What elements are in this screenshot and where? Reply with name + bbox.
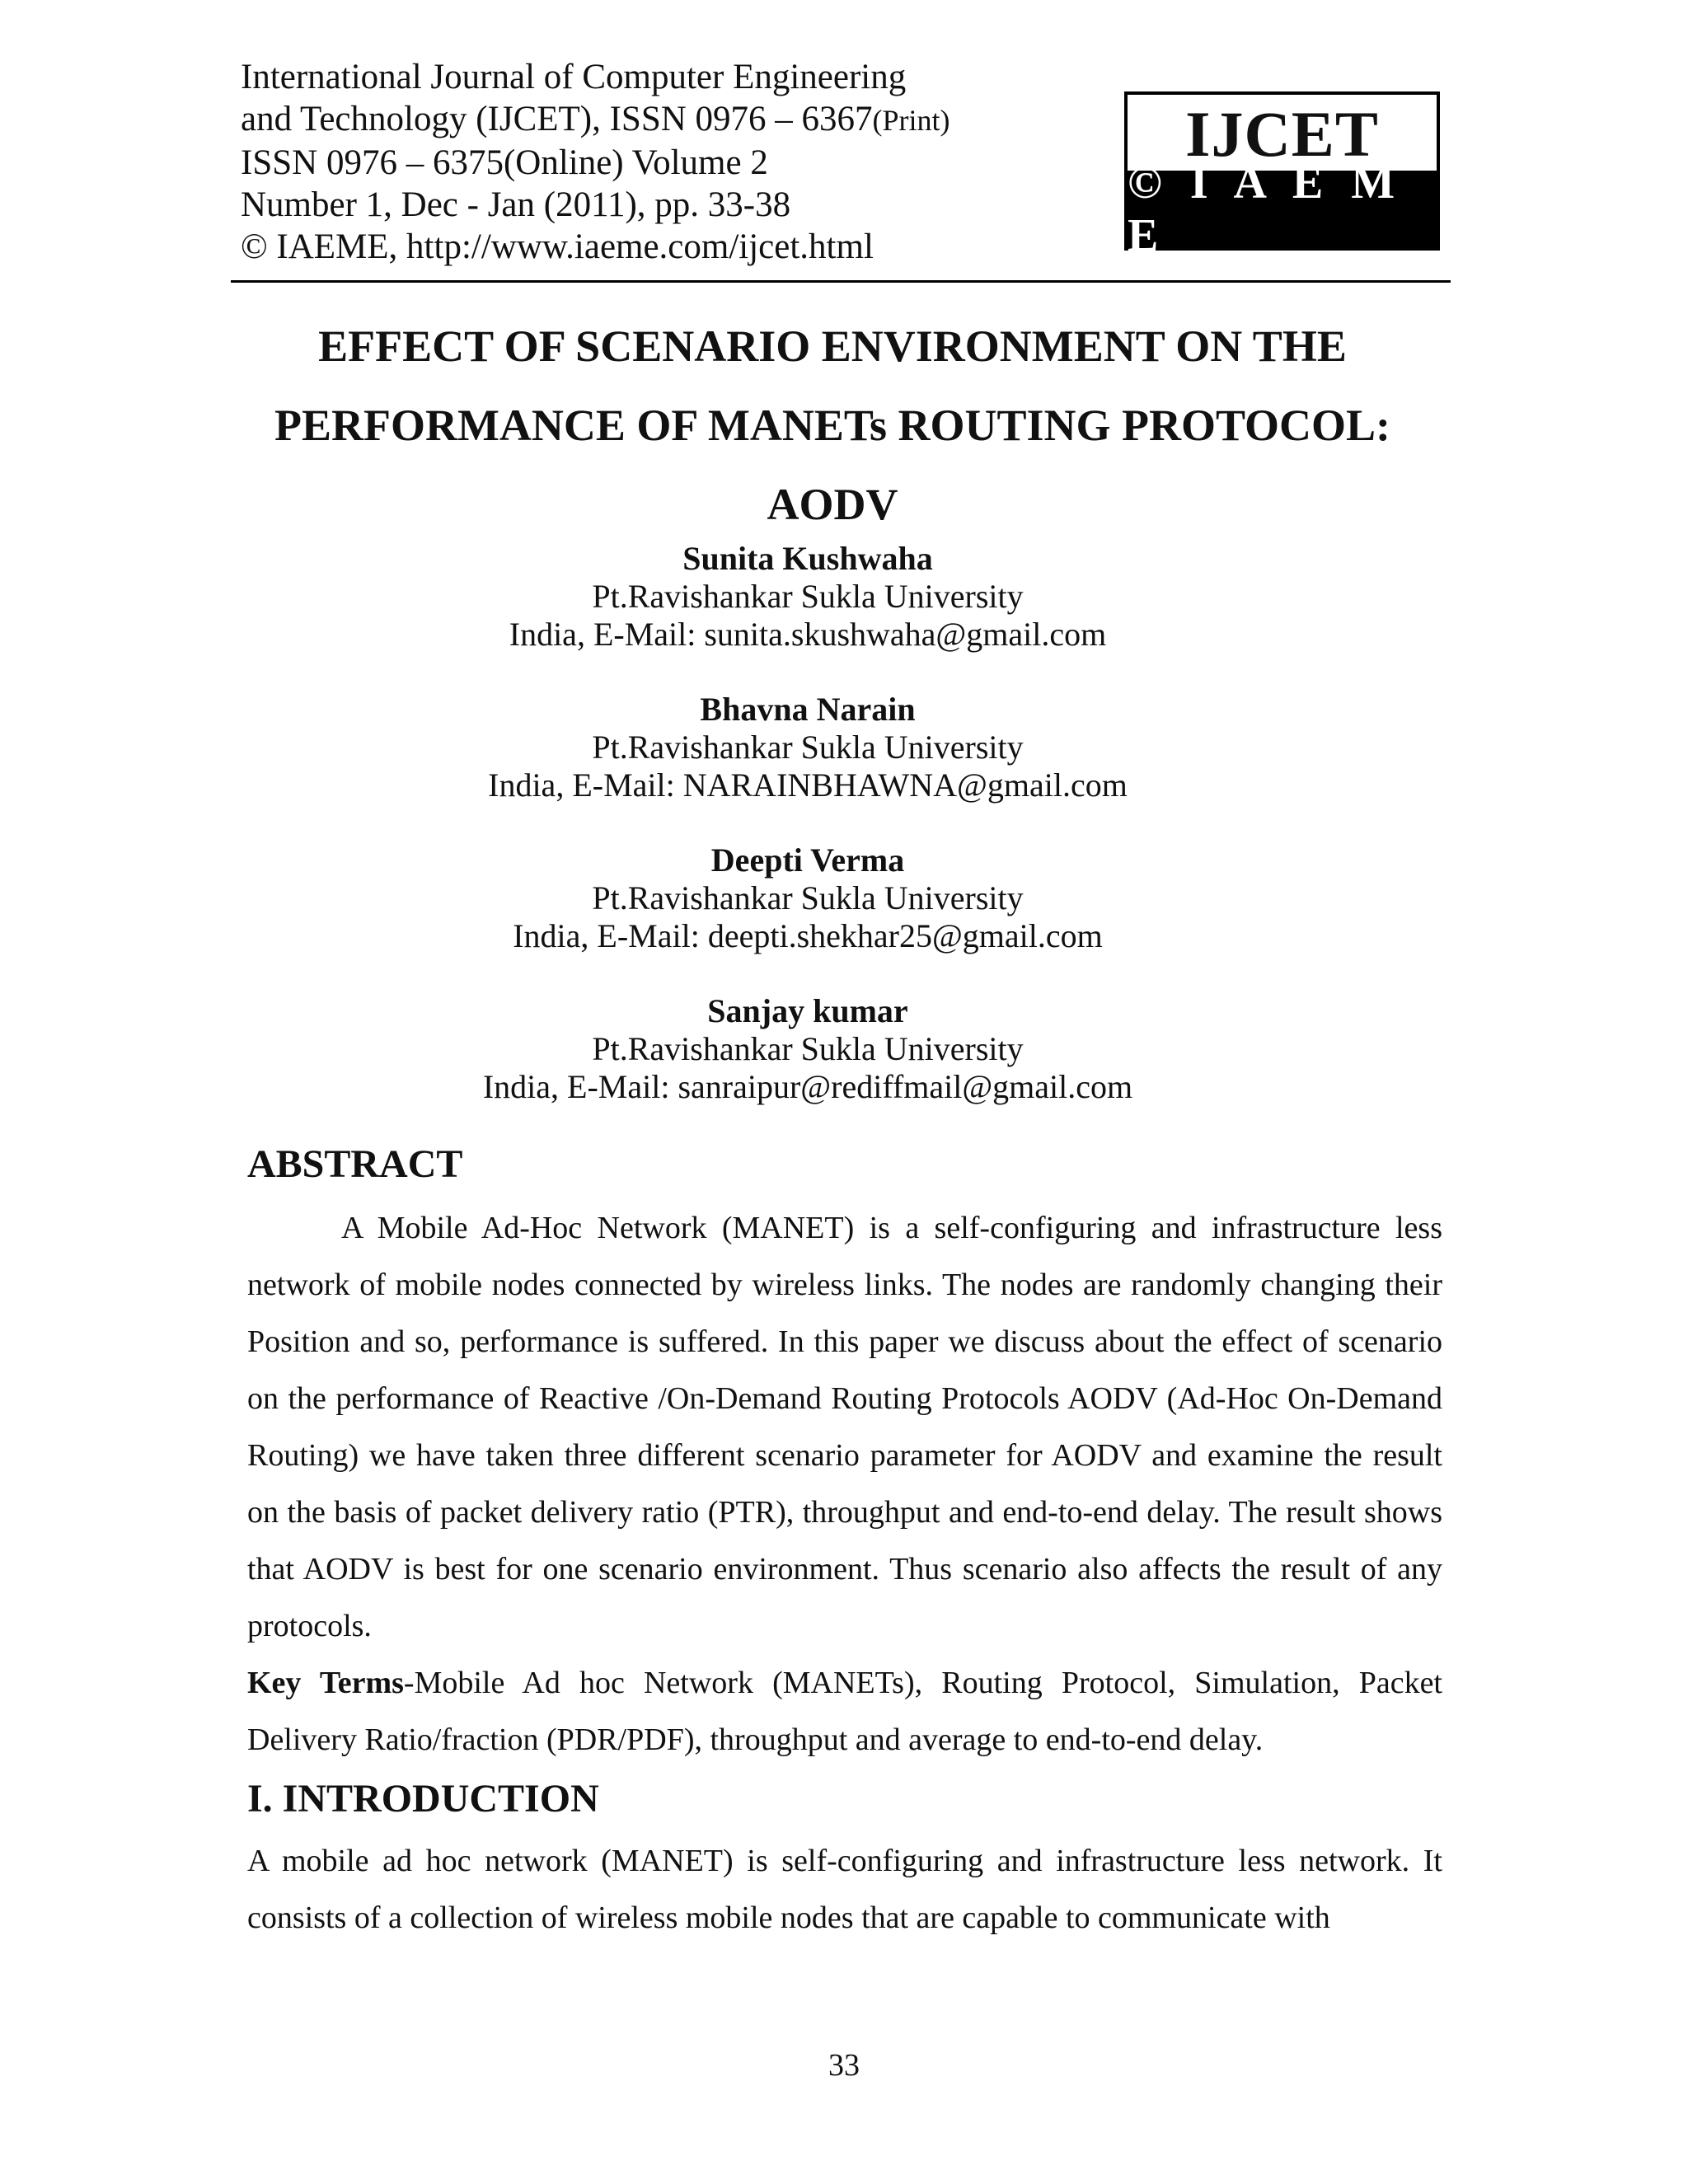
journal-line: [241, 98, 1065, 142]
journal-line: Number 1, Dec - Jan (2011), pp. 33-38: [241, 185, 791, 224]
author-name: Bhavna Narain: [700, 691, 916, 728]
logo-title: IJCET: [1185, 98, 1379, 170]
key-terms: [247, 1655, 1442, 1769]
author-contact: India, E-Mail: sunita.skushwaha@gmail.com: [509, 616, 1107, 653]
title-line: PERFORMANCE OF MANETs ROUTING PROTOCOL:: [274, 401, 1391, 450]
author-block: [330, 691, 1286, 804]
author-block: [330, 540, 1286, 654]
author-affiliation: Pt.Ravishankar Sukla University: [592, 578, 1024, 615]
author-affiliation: Pt.Ravishankar Sukla University: [592, 879, 1024, 916]
author-contact: India, E-Mail: deepti.shekhar25@gmail.com: [513, 917, 1103, 954]
paper-title: [190, 307, 1475, 544]
header-divider: [231, 280, 1451, 283]
author-affiliation: Pt.Ravishankar Sukla University: [592, 1030, 1024, 1067]
author-name: Deepti Verma: [710, 841, 905, 879]
journal-logo: [1124, 91, 1440, 261]
title-line: EFFECT OF SCENARIO ENVIRONMENT ON THE: [318, 321, 1347, 371]
abstract-text: A Mobile Ad-Hoc Network (MANET) is a self-configuring and infrastructure less network of mobile nodes connected by wireless links. The nodes are randomly changing their Position and so, performance is suffered. In this paper we discuss about the effect of scenario on the performance of Reactive /On-Demand Routing Protocols AODV (Ad-Hoc On-Demand Routing) we have taken three different scenario parameter for AODV and examine the result on the basis of packet delivery ratio (PTR), throughput and end-to-end delay. The result shows that AODV is best for one scenario environment. Thus scenario also affects the result of any protocols.: [247, 1211, 1442, 1643]
author-block: [330, 992, 1286, 1106]
journal-line: ISSN 0976 – 6375(Online) Volume 2: [241, 143, 768, 182]
journal-line: © IAEME, http://www.iaeme.com/ijcet.html: [241, 227, 874, 266]
title-line: AODV: [767, 480, 898, 529]
journal-line-print: (Print): [872, 104, 950, 137]
author-affiliation: Pt.Ravishankar Sukla University: [592, 729, 1024, 766]
logo-publisher: © I A E M E: [1128, 171, 1437, 247]
introduction-text: A mobile ad hoc network (MANET) is self-configuring and infrastructure less network. It consists of a collection of wireless mobile nodes that are capable to communicate with: [247, 1844, 1442, 1935]
journal-info: [241, 56, 1065, 268]
author-name: Sunita Kushwaha: [682, 540, 933, 577]
author-name: Sanjay kumar: [707, 992, 908, 1029]
journal-line-text: and Technology (IJCET), ISSN 0976 – 6367: [241, 100, 873, 138]
journal-line: International Journal of Computer Engineering: [241, 58, 907, 96]
author-block: [330, 841, 1286, 955]
abstract-heading: ABSTRACT: [247, 1142, 463, 1186]
key-terms-label: Key Terms: [247, 1666, 404, 1700]
introduction-heading: I. INTRODUCTION: [247, 1777, 599, 1821]
author-contact: India, E-Mail: NARAINBHAWNA@gmail.com: [488, 766, 1128, 804]
page-number: 33: [828, 2048, 860, 2083]
author-contact: India, E-Mail: sanraipur@rediffmail@gmail.com: [482, 1068, 1133, 1105]
key-terms-text: -Mobile Ad hoc Network (MANETs), Routing Protocol, Simulation, Packet Delivery Ratio/fraction (PDR/PDF), throughput and average to end-to-end delay.: [247, 1666, 1442, 1757]
